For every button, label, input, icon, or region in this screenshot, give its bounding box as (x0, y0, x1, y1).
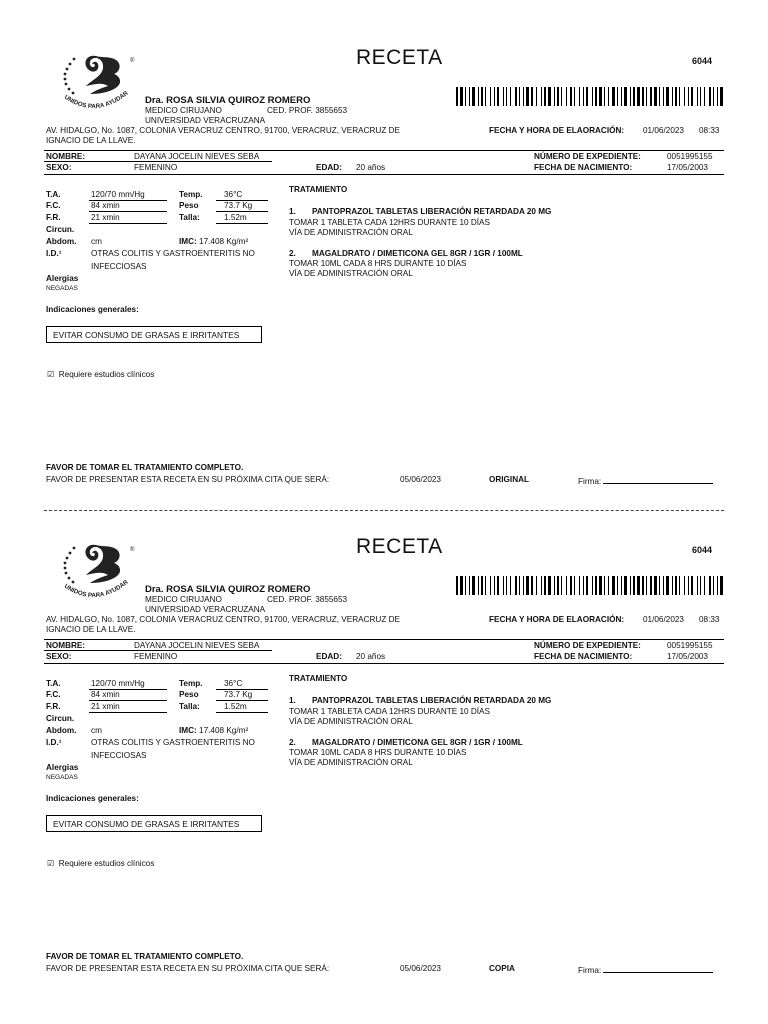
patient-age: 20 años (356, 652, 386, 661)
barcode-bar (709, 576, 711, 595)
imc: IMC: 17.408 Kg/m² (179, 237, 249, 246)
sexo-label: SEXO: (46, 652, 72, 661)
barcode-bar (544, 87, 546, 106)
prescription-copy (0, 509, 768, 989)
barcode-bar (503, 87, 504, 106)
signature-line (603, 475, 713, 484)
barcode-bar (654, 576, 657, 595)
med-1-route: VÍA DE ADMINISTRACIÓN ORAL (289, 717, 413, 726)
barcode-bar (675, 87, 677, 106)
edad-label: EDAD: (316, 652, 342, 661)
divider (44, 639, 724, 640)
svg-text:®: ® (130, 58, 135, 64)
barcode-bar (506, 576, 507, 595)
barcode-bar (515, 576, 517, 595)
signature-line (603, 964, 713, 973)
divider (44, 663, 724, 664)
expediente-number: 0051995155 (667, 152, 713, 161)
barcode-bar (566, 576, 567, 595)
ta-label: T.A. (46, 190, 61, 199)
folio-number: 6044 (692, 56, 713, 66)
med-1-number: 1. (289, 207, 296, 216)
talla-label: Talla: (179, 213, 200, 222)
barcode-bar (583, 87, 584, 106)
barcode-bar (624, 87, 627, 106)
barcode-bar (654, 87, 657, 106)
checkbox-checked-icon: ☑ (47, 370, 55, 379)
barcode-bar (679, 87, 680, 106)
indicaciones-box: EVITAR CONSUMO DE GRASAS E IRRITANTES (46, 326, 262, 343)
tratamiento-label: TRATAMIENTO (289, 674, 348, 683)
barcode-bar (456, 87, 458, 106)
doctor-specialty: MEDICO CIRUJANO (145, 106, 222, 115)
address-line-1: AV. HIDALGO, No. 1087, COLONIA VERACRUZ CENTRO, 91700, VERACRUZ, VERACRUZ DE (46, 615, 400, 624)
barcode-bar (684, 87, 685, 106)
underline (89, 700, 167, 701)
peso-value: 73.7 Kg (224, 201, 253, 210)
unidos-para-ayudar-logo (56, 537, 136, 607)
diagnosis-line-2: INFECCIOSAS (91, 262, 147, 271)
barcode-bar (548, 87, 551, 106)
barcode-bar (579, 87, 580, 106)
barcode-bar (646, 576, 647, 595)
fr-value: 21 xmin (91, 213, 120, 222)
circun-label: Circun. (46, 714, 75, 723)
barcode-bar (679, 576, 680, 595)
nacimiento-label: FECHA DE NACIMIENTO: (534, 163, 633, 172)
barcode-bar (599, 87, 602, 106)
document-title: RECETA (356, 46, 443, 69)
med-2-dose: TOMAR 10ML CADA 8 HRS DURANTE 10 DÍAS (289, 259, 467, 268)
patient-name: DAYANA JOCELIN NIEVES SEBA (134, 641, 260, 650)
barcode-bar (554, 87, 555, 106)
barcode-bar (478, 87, 479, 106)
barcode-bar (659, 87, 660, 106)
fc-label: F.C. (46, 690, 61, 699)
checkbox-checked-icon: ☑ (47, 859, 55, 868)
doctor-specialty: MEDICO CIRUJANO (145, 595, 222, 604)
barcode-bar (621, 576, 622, 595)
barcode-bar (541, 87, 542, 106)
indicaciones-label: Indicaciones generales: (46, 305, 139, 314)
temp-value: 36°C (224, 190, 243, 199)
fc-value: 84 xmin (91, 690, 120, 699)
med-2-number: 2. (289, 738, 296, 747)
barcode-bar (612, 87, 615, 106)
doctor-university: UNIVERSIDAD VERACRUZANA (145, 605, 266, 614)
barcode-bar (485, 576, 486, 595)
barcode-bar (595, 576, 597, 595)
patient-name: DAYANA JOCELIN NIEVES SEBA (134, 152, 260, 161)
copy-type-label: COPIA (489, 964, 515, 973)
datetime-time: 08:33 (699, 126, 720, 135)
alergias-value: NEGADAS (46, 774, 78, 781)
barcode-bar (465, 576, 466, 595)
indicaciones-label: Indicaciones generales: (46, 794, 139, 803)
barcode-bar (506, 87, 507, 106)
barcode-bar (720, 576, 723, 595)
fr-value: 21 xmin (91, 702, 120, 711)
barcode-bar (570, 87, 572, 106)
barcode-bar (592, 576, 593, 595)
tratamiento-label: TRATAMIENTO (289, 185, 348, 194)
barcode-bar (503, 576, 504, 595)
datetime-date: 01/06/2023 (643, 126, 684, 135)
med-2-route: VÍA DE ADMINISTRACIÓN ORAL (289, 269, 413, 278)
diagnosis-line-1: OTRAS COLITIS Y GASTROENTERITIS NO (91, 249, 255, 258)
ta-value: 120/70 mm/Hg (91, 190, 145, 199)
barcode-bar (497, 87, 499, 106)
barcode-bar (494, 87, 495, 106)
svg-text:UNIDOS PARA AYUDAR: UNIDOS PARA AYUDAR (62, 578, 130, 600)
barcode-bar (574, 576, 575, 595)
barcode-bar (586, 576, 588, 595)
doctor-ced-prof: CED. PROF. 3855653 (267, 106, 348, 115)
barcode-bar (531, 87, 533, 106)
barcode-bar (688, 576, 689, 595)
folio-number: 6044 (692, 545, 713, 555)
barcode-bar (574, 87, 575, 106)
footer-next-appointment: FAVOR DE PRESENTAR ESTA RECETA EN SU PRÓXIMA CITA QUE SERÁ: (46, 475, 330, 484)
barcode-bar (604, 576, 605, 595)
barcode-bar (604, 87, 605, 106)
barcode-bar (717, 576, 718, 595)
barcode-bar (494, 576, 495, 595)
barcode-bar (691, 87, 693, 106)
barcode-bar (561, 576, 562, 595)
barcode-bar (460, 87, 463, 106)
expediente-number: 0051995155 (667, 641, 713, 650)
barcode-bar (612, 576, 615, 595)
prescription-original (0, 20, 768, 500)
barcode-bar (630, 87, 631, 106)
underline (216, 712, 268, 713)
med-1-name: PANTOPRAZOL TABLETAS LIBERACIÓN RETARDADA 20 MG (312, 696, 552, 705)
barcode-bar (720, 87, 723, 106)
barcode-bar (570, 576, 572, 595)
med-2-name: MAGALDRATO / DIMETICONA GEL 8GR / 1GR / 100ML (312, 738, 523, 747)
id-label: I.D.¹ (46, 249, 62, 258)
barcode-bar (592, 87, 593, 106)
alergias-label: Alergias (46, 763, 79, 772)
underline (216, 211, 268, 212)
barcode-bar (642, 576, 644, 595)
footer-next-appointment: FAVOR DE PRESENTAR ESTA RECETA EN SU PRÓXIMA CITA QUE SERÁ: (46, 964, 330, 973)
med-1-name: PANTOPRAZOL TABLETAS LIBERACIÓN RETARDADA 20 MG (312, 207, 552, 216)
barcode-bar (697, 87, 698, 106)
barcode-bar (510, 87, 511, 106)
sexo-label: SEXO: (46, 163, 72, 172)
expediente-label: NÚMERO DE EXPEDIENTE: (534, 641, 641, 650)
barcode-bar (531, 576, 533, 595)
patient-age: 20 años (356, 163, 386, 172)
med-1-route: VÍA DE ADMINISTRACIÓN ORAL (289, 228, 413, 237)
expediente-label: NÚMERO DE EXPEDIENTE: (534, 152, 641, 161)
nombre-label: NOMBRE: (46, 152, 86, 161)
peso-label: Peso (179, 201, 199, 210)
barcode (456, 576, 724, 595)
barcode-bar (666, 576, 669, 595)
barcode-bar (456, 576, 458, 595)
barcode-bar (595, 87, 597, 106)
underline (89, 712, 167, 713)
barcode-bar (536, 576, 537, 595)
barcode-bar (478, 576, 479, 595)
barcode-bar (659, 576, 660, 595)
datetime-time: 08:33 (699, 615, 720, 624)
barcode-bar (579, 576, 580, 595)
unidos-para-ayudar-logo (56, 48, 136, 118)
birth-date: 17/05/2003 (667, 163, 708, 172)
barcode-bar (684, 576, 685, 595)
address-line-2: IGNACIO DE LA LLAVE. (46, 136, 136, 145)
barcode-bar (608, 576, 609, 595)
barcode-bar (617, 87, 618, 106)
barcode-bar (472, 87, 475, 106)
barcode-bar (663, 87, 664, 106)
abdom-label: Abdom. (46, 237, 77, 246)
datetime-label: FECHA Y HORA DE ELAORACIÓN: (489, 615, 625, 624)
nombre-label: NOMBRE: (46, 641, 86, 650)
document-title: RECETA (356, 535, 443, 558)
barcode-bar (666, 87, 669, 106)
next-appointment-date: 05/06/2023 (400, 964, 441, 973)
underline (89, 223, 167, 224)
fc-value: 84 xmin (91, 201, 120, 210)
barcode-bar (650, 576, 652, 595)
signature-field: Firma: (578, 964, 713, 975)
barcode-bar (608, 87, 609, 106)
peso-label: Peso (179, 690, 199, 699)
fc-label: F.C. (46, 201, 61, 210)
talla-label: Talla: (179, 702, 200, 711)
abdom-value: cm (91, 726, 102, 735)
barcode-bar (713, 576, 714, 595)
barcode-bar (523, 576, 524, 595)
barcode-bar (624, 576, 627, 595)
barcode-bar (510, 576, 511, 595)
barcode-bar (566, 87, 567, 106)
underline (89, 211, 167, 212)
copy-type-label: ORIGINAL (489, 475, 530, 484)
signature-field: Firma: (578, 475, 713, 486)
barcode-bar (621, 87, 622, 106)
barcode-bar (519, 87, 520, 106)
estudios-checkbox: ☑ Requiere estudios clínicos (47, 859, 155, 868)
edad-label: EDAD: (316, 163, 342, 172)
svg-text:UNIDOS PARA AYUDAR: UNIDOS PARA AYUDAR (62, 89, 130, 111)
barcode-bar (515, 87, 517, 106)
doctor-name: Dra. ROSA SILVIA QUIROZ ROMERO (145, 95, 311, 106)
patient-sex: FEMENINO (134, 652, 178, 661)
barcode-bar (485, 87, 486, 106)
doctor-ced-prof: CED. PROF. 3855653 (267, 595, 348, 604)
barcode-bar (691, 576, 693, 595)
barcode-bar (633, 576, 635, 595)
barcode-bar (637, 576, 640, 595)
barcode-bar (548, 576, 551, 595)
barcode-bar (472, 576, 475, 595)
abdom-label: Abdom. (46, 726, 77, 735)
barcode-bar (717, 87, 718, 106)
barcode-bar (663, 576, 664, 595)
address-line-2: IGNACIO DE LA LLAVE. (46, 625, 136, 634)
med-1-dose: TOMAR 1 TABLETA CADA 12HRS DURANTE 10 DÍAS (289, 707, 490, 716)
barcode-bar (599, 576, 602, 595)
diagnosis-line-2: INFECCIOSAS (91, 751, 147, 760)
barcode-bar (617, 576, 618, 595)
barcode-bar (642, 87, 644, 106)
barcode-bar (675, 576, 677, 595)
circun-label: Circun. (46, 225, 75, 234)
svg-text:®: ® (130, 547, 135, 553)
doctor-university: UNIVERSIDAD VERACRUZANA (145, 116, 266, 125)
barcode-bar (709, 87, 711, 106)
barcode-bar (469, 576, 470, 595)
barcode-bar (519, 576, 520, 595)
med-2-name: MAGALDRATO / DIMETICONA GEL 8GR / 1GR / 100ML (312, 249, 523, 258)
id-label: I.D.¹ (46, 738, 62, 747)
barcode-bar (688, 87, 689, 106)
barcode-bar (544, 576, 546, 595)
barcode-bar (561, 87, 562, 106)
fr-label: F.R. (46, 213, 61, 222)
nacimiento-label: FECHA DE NACIMIENTO: (534, 652, 633, 661)
med-2-dose: TOMAR 10ML CADA 8 HRS DURANTE 10 DÍAS (289, 748, 467, 757)
barcode-bar (481, 576, 483, 595)
med-2-number: 2. (289, 249, 296, 258)
alergias-value: NEGADAS (46, 285, 78, 292)
barcode-bar (700, 576, 701, 595)
temp-label: Temp. (179, 190, 203, 199)
talla-value: 1.52m (224, 213, 247, 222)
barcode-bar (490, 576, 491, 595)
alergias-label: Alergias (46, 274, 79, 283)
med-1-dose: TOMAR 1 TABLETA CADA 12HRS DURANTE 10 DÍAS (289, 218, 490, 227)
barcode-bar (465, 87, 466, 106)
talla-value: 1.52m (224, 702, 247, 711)
barcode-bar (536, 87, 537, 106)
barcode-bar (713, 87, 714, 106)
barcode-bar (523, 87, 524, 106)
divider (44, 650, 272, 651)
divider (44, 150, 724, 151)
barcode-bar (697, 576, 698, 595)
barcode-bar (672, 576, 673, 595)
datetime-label: FECHA Y HORA DE ELAORACIÓN: (489, 126, 625, 135)
barcode-bar (469, 87, 470, 106)
datetime-date: 01/06/2023 (643, 615, 684, 624)
barcode-bar (497, 576, 499, 595)
med-1-number: 1. (289, 696, 296, 705)
diagnosis-line-1: OTRAS COLITIS Y GASTROENTERITIS NO (91, 738, 255, 747)
barcode-bar (637, 87, 640, 106)
footer-complete-treatment: FAVOR DE TOMAR EL TRATAMIENTO COMPLETO. (46, 463, 244, 472)
barcode-bar (583, 576, 584, 595)
barcode-bar (704, 87, 705, 106)
barcode-bar (490, 87, 491, 106)
divider (44, 161, 272, 162)
barcode-bar (526, 576, 529, 595)
temp-value: 36°C (224, 679, 243, 688)
barcode-bar (633, 87, 635, 106)
patient-sex: FEMENINO (134, 163, 178, 172)
fr-label: F.R. (46, 702, 61, 711)
barcode-bar (554, 576, 555, 595)
barcode-bar (526, 87, 529, 106)
temp-label: Temp. (179, 679, 203, 688)
barcode-bar (586, 87, 588, 106)
med-2-route: VÍA DE ADMINISTRACIÓN ORAL (289, 758, 413, 767)
footer-complete-treatment: FAVOR DE TOMAR EL TRATAMIENTO COMPLETO. (46, 952, 244, 961)
imc: IMC: 17.408 Kg/m² (179, 726, 249, 735)
divider (44, 174, 724, 175)
barcode-bar (704, 576, 705, 595)
address-line-1: AV. HIDALGO, No. 1087, COLONIA VERACRUZ CENTRO, 91700, VERACRUZ, VERACRUZ DE (46, 126, 400, 135)
barcode-bar (460, 576, 463, 595)
barcode-bar (541, 576, 542, 595)
barcode-bar (630, 576, 631, 595)
ta-value: 120/70 mm/Hg (91, 679, 145, 688)
peso-value: 73.7 Kg (224, 690, 253, 699)
estudios-checkbox: ☑ Requiere estudios clínicos (47, 370, 155, 379)
indicaciones-box: EVITAR CONSUMO DE GRASAS E IRRITANTES (46, 815, 262, 832)
doctor-name: Dra. ROSA SILVIA QUIROZ ROMERO (145, 584, 311, 595)
barcode-bar (650, 87, 652, 106)
abdom-value: cm (91, 237, 102, 246)
barcode-bar (700, 87, 701, 106)
barcode (456, 87, 724, 106)
barcode-bar (672, 87, 673, 106)
barcode-bar (646, 87, 647, 106)
barcode-bar (557, 576, 559, 595)
birth-date: 17/05/2003 (667, 652, 708, 661)
barcode-bar (481, 87, 483, 106)
ta-label: T.A. (46, 679, 61, 688)
underline (216, 223, 268, 224)
barcode-bar (557, 87, 559, 106)
underline (216, 700, 268, 701)
next-appointment-date: 05/06/2023 (400, 475, 441, 484)
